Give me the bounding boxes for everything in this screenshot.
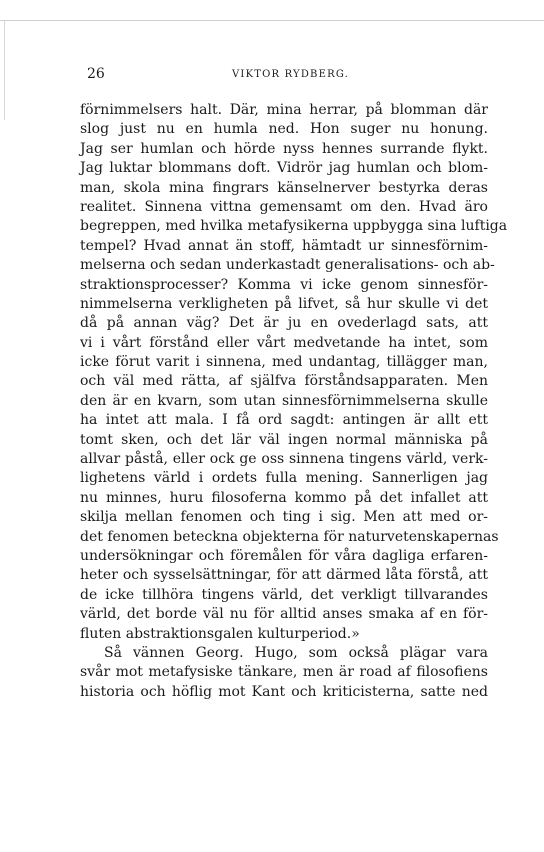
text-line: Jag ser humlan och hörde nyss hennes surrande flykt. [80,140,488,157]
text-line: tomt sken, och det lär väl ingen normal människa på [80,431,488,448]
text-line: nu minnes, huru filosoferna kommo på det infallet att [80,489,488,506]
text-line: realitet. Sinnena vittna gemensamt om den. Hvad äro [80,198,488,215]
text-line: Så vännen Georg. Hugo, som också plägar vara [104,644,488,661]
text-line: slog just nu en humla ned. Hon suger nu honung. [80,121,488,138]
text-line: icke förut varit i sinnena, med undantag, tillägger man, [80,354,488,371]
text-line: nimmelserna verkligheten på lifvet, så hur skulle vi det [80,295,488,312]
text-line: undersökningar och föremålen för våra dagliga erfaren- [80,547,488,564]
scan-edge-left [4,20,5,120]
text-line: den är en kvarn, som utan sinnesförnimmelserna skulle [80,392,488,409]
text-line: melserna och sedan underkastadt generalisations- och ab- [80,257,495,274]
text-line: man, skola mina fingrars känselnerver bestyrka deras [80,179,488,196]
text-line: värld, det borde väl nu för alltid anses smaka af en för- [80,606,488,623]
text-line: tempel? Hvad annat än stoff, hämtadt ur sinnesförnim- [80,237,488,254]
text-line: skilja mellan fenomen och ting i sig. Men att med or- [80,509,488,526]
text-line: det fenomen beteckna objekterna för naturvetenskapernas [80,528,499,545]
scan-edge-top [0,20,544,21]
text-line: och väl med rätta, af själfva förståndsapparaten. Men [80,373,488,390]
text-line: lighetens värld i ordets fulla mening. Sannerligen jag [80,470,488,487]
text-line: begreppen, med hvilka metafysikerna uppbygga sina luftiga [80,218,508,235]
body-text [80,101,508,702]
running-title: VIKTOR RYDBERG. [232,69,350,80]
text-line: förnimmelsers halt. Där, mina herrar, på blomman där [80,102,488,118]
text-line: historia och höflig mot Kant och kriticisterna, satte ned [80,683,488,700]
text-line: vi i vårt förstånd eller vårt medvetande ha intet, som [80,334,488,351]
text-line: fluten abstraktionsgalen kulturperiod.» [80,625,360,642]
text-line: Jag luktar blommans doft. Vidrör jag humlan och blom- [80,160,488,177]
text-line: allvar påstå, eller ock ge oss sinnena tingens värld, verk- [80,451,488,468]
text-line: då på annan väg? Det är ju en ovederlagd sats, att [80,315,488,332]
page-number: 26 [87,66,105,82]
text-line: svår mot metafysiske tänkare, men är road af filosofiens [80,664,488,681]
text-line: ha intet att mala. I få ord sagdt: antingen är allt ett [80,412,488,429]
text-line: straktionsprocesser? Komma vi icke genom sinnesför- [80,276,488,293]
text-line: heter och sysselsättningar, för att därmed låta förstå, att [80,567,488,584]
text-line: de icke tillhöra tingens värld, det verkligt tillvarandes [80,586,488,603]
